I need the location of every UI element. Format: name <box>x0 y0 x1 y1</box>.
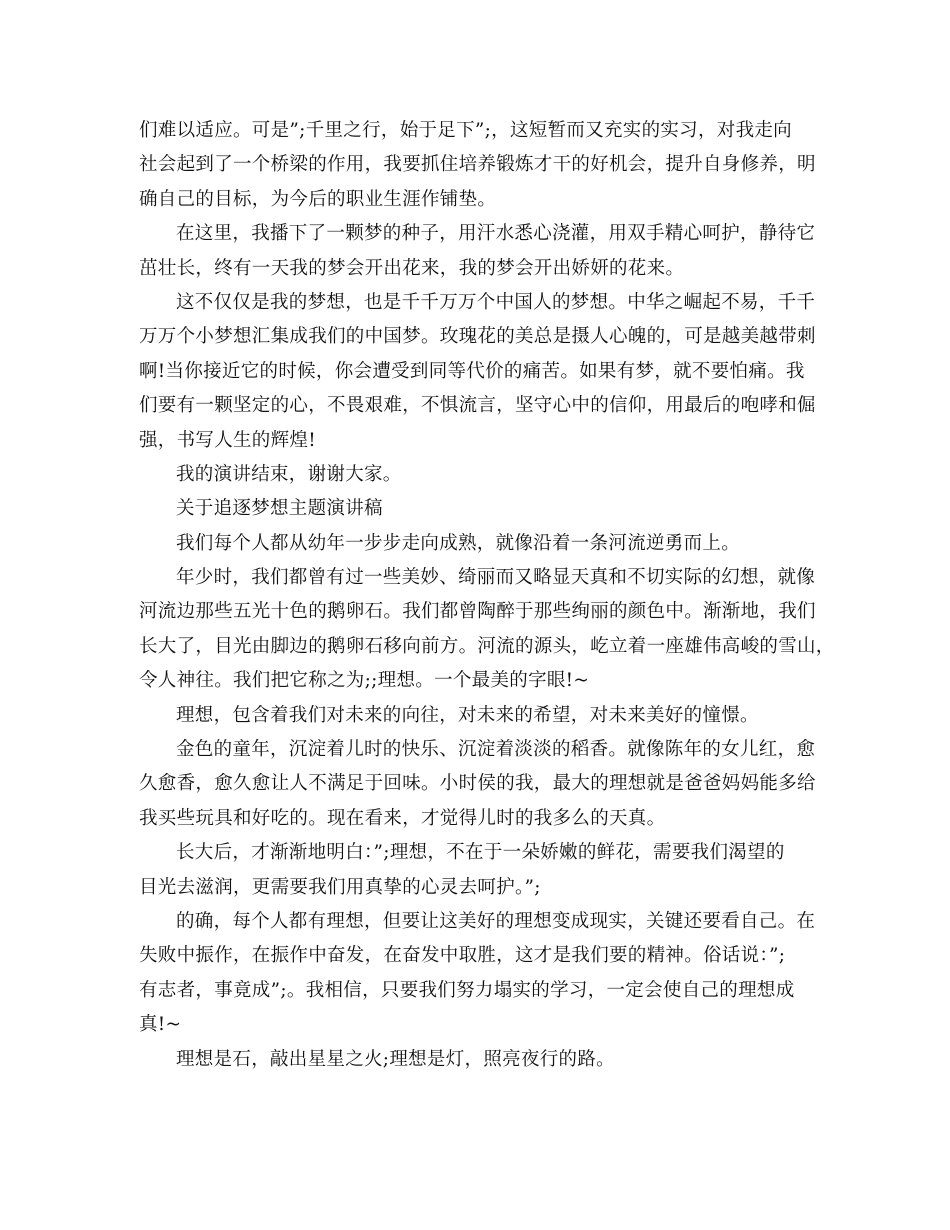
text-line: 长大了，目光由脚边的鹅卵石移向前方。河流的源头，屹立着一座雄伟高峻的雪山， <box>139 635 835 657</box>
text-line: 茁壮长，终有一天我的梦会开出花来，我的梦会开出娇妍的花来。 <box>139 257 685 279</box>
text-line: 们要有一颗坚定的心，不畏艰难，不惧流言，坚守心中的信仰，用最后的咆哮和倔 <box>139 395 816 417</box>
text-line: 金色的童年，沉淀着儿时的快乐、沉淀着淡淡的稻香。就像陈年的女儿红，愈 <box>176 739 816 761</box>
text-line: 有志者，事竟成”;。我相信，只要我们努力塌实的学习，一定会使自己的理想成 <box>139 979 795 1001</box>
text-line: 在这里，我播下了一颗梦的种子，用汗水悉心浇灌，用双手精心呵护，静待它 <box>176 223 816 245</box>
text-line: 的确，每个人都有理想，但要让这美好的理想变成现实，关键还要看自己。在 <box>176 910 816 932</box>
text-line: 社会起到了一个桥梁的作用，我要抓住培养锻炼才干的好机会，提升自身修养，明 <box>139 154 816 176</box>
text-line: 失败中振作，在振作中奋发，在奋发中取胜，这才是我们要的精神。俗话说：”; <box>139 945 786 967</box>
text-line: 确自己的目标，为今后的职业生涯作铺垫。 <box>139 188 497 210</box>
text-line: 河流边那些五光十色的鹅卵石。我们都曾陶醉于那些绚丽的颜色中。渐渐地，我们 <box>139 601 816 623</box>
text-line: 万万个小梦想汇集成我们的中国梦。玫瑰花的美总是摄人心魄的，可是越美越带刺 <box>139 326 816 348</box>
text-line: 理想是石，敲出星星之火;理想是灯，照亮夜行的路。 <box>176 1048 615 1070</box>
text-line: 我买些玩具和好吃的。现在看来，才觉得儿时的我多么的天真。 <box>139 807 666 829</box>
text-line: 久愈香，愈久愈让人不满足于回味。小时侯的我，最大的理想就是爸爸妈妈能多给 <box>139 773 816 795</box>
text-line: 我们每个人都从幼年一步步走向成熟，就像沿着一条河流逆勇而上。 <box>176 532 741 554</box>
text-line: 真!~ <box>139 1014 182 1036</box>
document-body <box>139 114 835 1077</box>
text-line: 目光去滋润，更需要我们用真挚的心灵去呵护。”; <box>139 876 541 898</box>
text-line: 我的演讲结束，谢谢大家。 <box>176 463 402 485</box>
section-title: 关于追逐梦想主题演讲稿 <box>176 498 383 520</box>
text-line: 理想，包含着我们对未来的向往，对未来的希望，对未来美好的憧憬。 <box>176 704 759 726</box>
text-line: 强，书写人生的辉煌! <box>139 429 316 451</box>
text-line: 令人神往。我们把它称之为;;理想。一个最美的字眼!~ <box>139 670 590 692</box>
text-line: 这不仅仅是我的梦想，也是千千万万个中国人的梦想。中华之崛起不易，千千 <box>176 291 816 313</box>
text-line: 们难以适应。可是”;千里之行，始于足下”;，这短暂而又充实的实习，对我走向 <box>139 120 792 141</box>
text-line: 长大后，才渐渐地明白：”;理想，不在于一朵娇嫩的鲜花，需要我们渴望的 <box>176 842 785 864</box>
text-line: 啊!当你接近它的时候，你会遭受到同等代价的痛苦。如果有梦，就不要怕痛。我 <box>139 360 805 382</box>
text-line: 年少时，我们都曾有过一些美妙、绮丽而又略显天真和不切实际的幻想，就像 <box>176 567 816 589</box>
